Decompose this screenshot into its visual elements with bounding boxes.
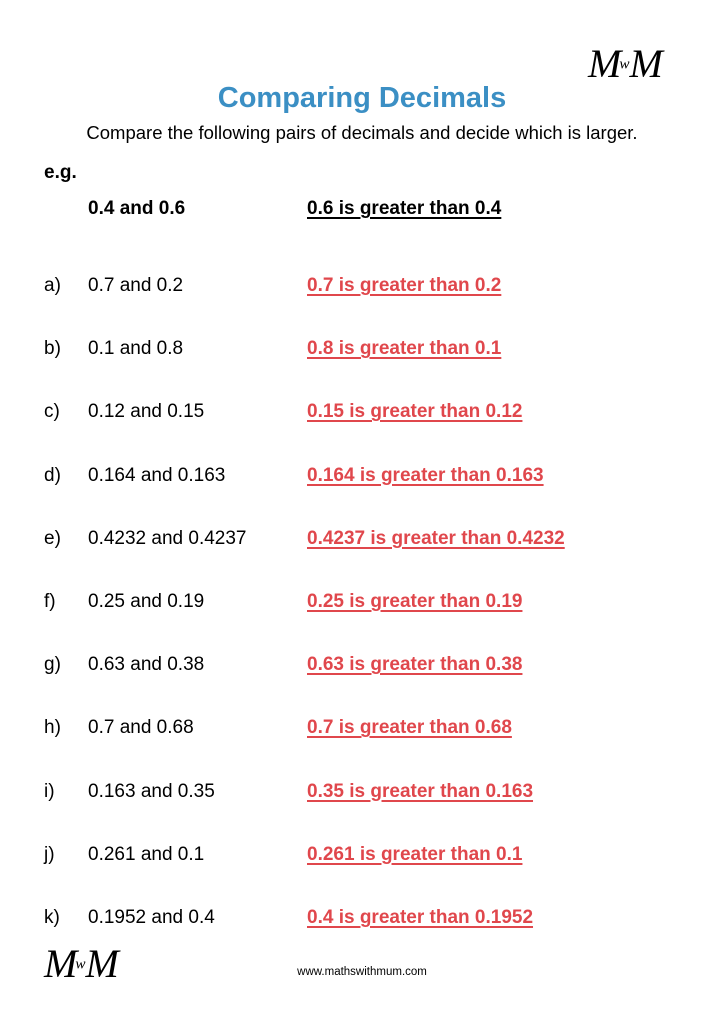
question-letter: d) xyxy=(44,464,61,486)
question-answer: 0.7 is greater than 0.2 xyxy=(307,275,502,296)
question-row xyxy=(0,781,724,807)
question-row xyxy=(0,401,724,427)
question-answer: 0.15 is greater than 0.12 xyxy=(307,401,523,423)
question-letter: i) xyxy=(44,780,55,802)
page-title: Comparing Decimals xyxy=(217,82,507,114)
instruction-text: Compare the following pairs of decimals and decide which is larger. xyxy=(86,122,638,143)
brand-logo-top: $M^wM$ xyxy=(588,41,661,86)
question-answer: 0.164 is greater than 0.163 xyxy=(307,464,544,486)
question-answer: 0.35 is greater than 0.163 xyxy=(307,780,534,802)
brand-logo-bottom: $M^wM$ xyxy=(44,941,117,986)
question-row xyxy=(0,275,724,301)
example-pair: 0.4 and 0.6 xyxy=(88,198,186,219)
question-pair: 0.7 and 0.68 xyxy=(88,717,194,739)
example-label: e.g. xyxy=(44,162,77,183)
question-answer: 0.8 is greater than 0.1 xyxy=(307,338,502,360)
question-letter: j) xyxy=(44,843,55,865)
question-row xyxy=(0,528,724,554)
question-answer: 0.7 is greater than 0.68 xyxy=(307,717,512,739)
question-answer: 0.63 is greater than 0.38 xyxy=(307,654,523,676)
question-answer: 0.25 is greater than 0.19 xyxy=(307,591,523,612)
question-row xyxy=(0,907,724,933)
question-row xyxy=(0,591,724,617)
footer-url: www.mathswithmum.com xyxy=(297,966,427,978)
example-row xyxy=(0,198,724,224)
question-pair: 0.1952 and 0.4 xyxy=(88,907,215,928)
question-row xyxy=(0,844,724,870)
example-answer: 0.6 is greater than 0.4 xyxy=(307,198,502,219)
question-letter: g) xyxy=(44,654,61,676)
question-pair: 0.7 and 0.2 xyxy=(88,275,184,296)
question-pair: 0.25 and 0.19 xyxy=(88,591,205,612)
question-answer: 0.4 is greater than 0.1952 xyxy=(307,907,534,928)
question-answer: 0.261 is greater than 0.1 xyxy=(307,843,523,865)
question-letter: f) xyxy=(44,591,56,612)
question-row xyxy=(0,465,724,491)
question-letter: k) xyxy=(44,907,60,928)
question-pair: 0.1 and 0.8 xyxy=(88,338,184,360)
question-row xyxy=(0,717,724,743)
question-pair: 0.12 and 0.15 xyxy=(88,401,205,423)
question-letter: e) xyxy=(44,527,61,549)
question-pair: 0.163 and 0.35 xyxy=(88,780,215,802)
question-letter: h) xyxy=(44,717,61,739)
question-pair: 0.261 and 0.1 xyxy=(88,843,205,865)
question-row xyxy=(0,338,724,364)
question-pair: 0.63 and 0.38 xyxy=(88,654,205,676)
question-letter: b) xyxy=(44,338,61,360)
question-row xyxy=(0,654,724,680)
question-pair: 0.4232 and 0.4237 xyxy=(88,527,247,549)
question-pair: 0.164 and 0.163 xyxy=(88,464,226,486)
question-letter: a) xyxy=(44,275,61,296)
question-letter: c) xyxy=(44,401,60,423)
question-answer: 0.4237 is greater than 0.4232 xyxy=(307,527,565,549)
